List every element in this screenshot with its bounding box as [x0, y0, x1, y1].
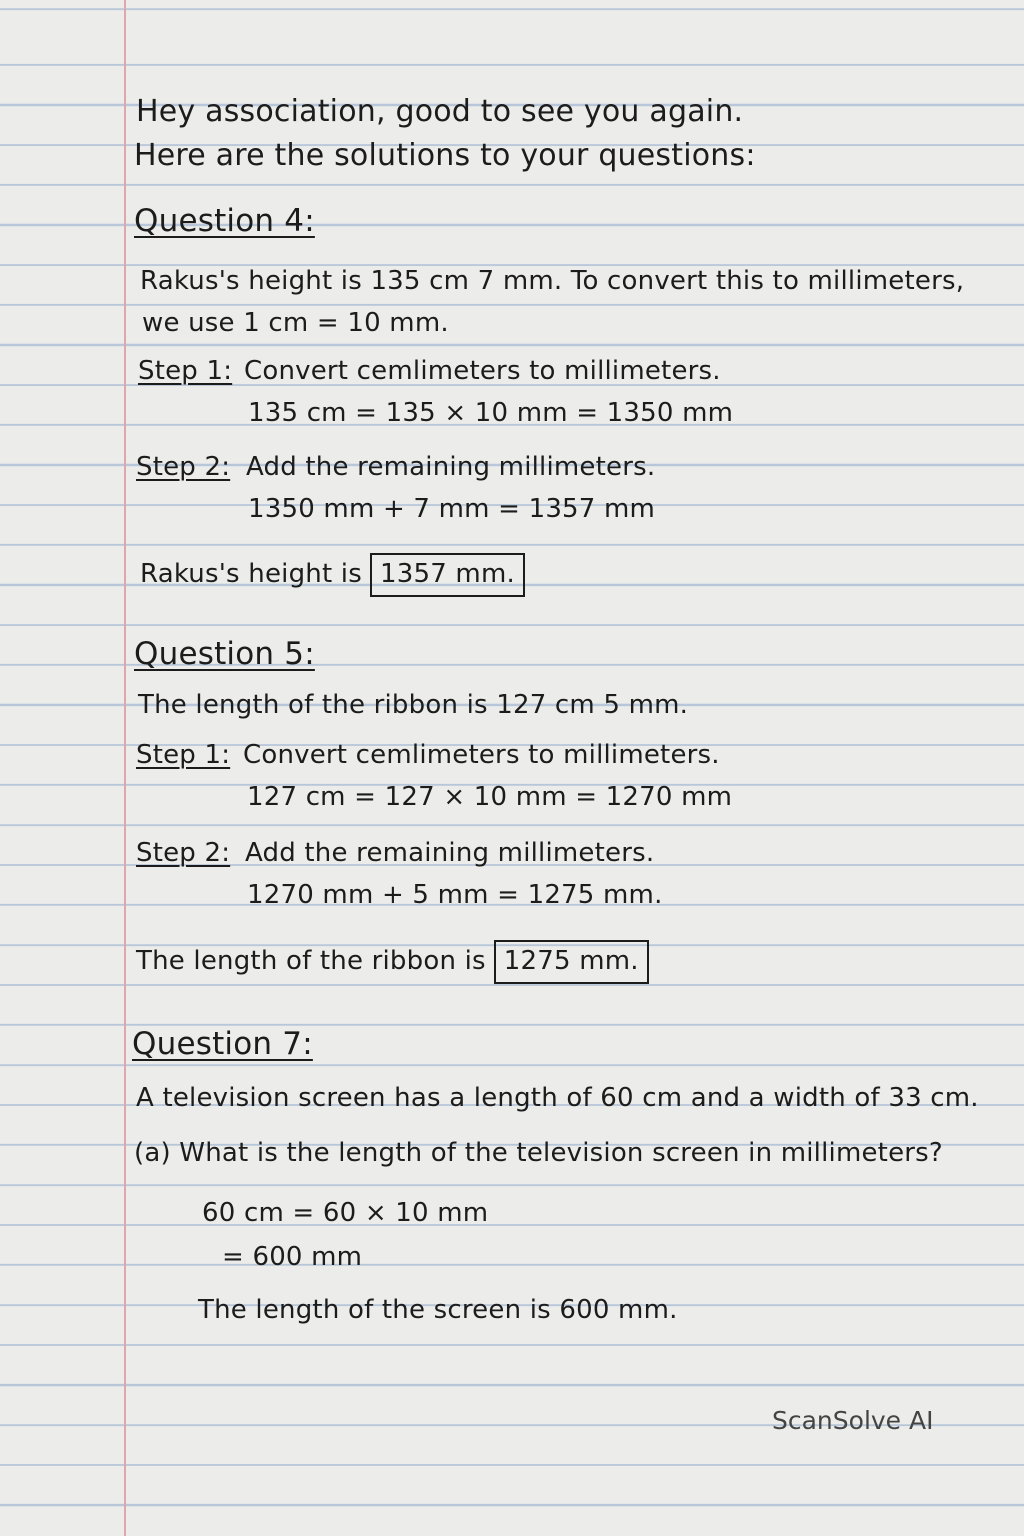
question-7-answer: The length of the screen is 600 mm.	[198, 1295, 678, 1325]
question-7-calc-2: = 600 mm	[222, 1242, 363, 1272]
question-5-step-2-text: Add the remaining millimeters.	[245, 838, 655, 868]
question-4-answer	[140, 553, 525, 597]
question-5-heading: Question 5:	[134, 636, 315, 672]
greeting-line-1: Hey association, good to see you again.	[136, 94, 744, 129]
question-4-answer-prefix: Rakus's height is	[140, 559, 362, 589]
question-4-step-2-text: Add the remaining millimeters.	[246, 452, 656, 482]
question-4-step-1-label: Step 1:	[138, 356, 233, 386]
brand-signature: ScanSolve AI	[772, 1406, 934, 1435]
greeting-line-2: Here are the solutions to your questions:	[134, 138, 756, 173]
question-5-step-1-calc: 127 cm = 127 × 10 mm = 1270 mm	[247, 782, 733, 812]
question-7-intro: A television screen has a length of 60 cm and a width of 33 cm.	[136, 1083, 979, 1113]
question-4-answer-box: 1357 mm.	[370, 553, 525, 597]
question-7-heading: Question 7:	[132, 1026, 313, 1062]
question-4-step-2-label: Step 2:	[136, 452, 231, 482]
question-4-intro-line-2: we use 1 cm = 10 mm.	[142, 308, 449, 338]
question-5-answer-prefix: The length of the ribbon is	[136, 946, 486, 976]
question-4-step-1-calc: 135 cm = 135 × 10 mm = 1350 mm	[248, 398, 734, 428]
question-5-step-1-label: Step 1:	[136, 740, 231, 770]
question-4-step-1-text: Convert cemlimeters to millimeters.	[244, 356, 721, 386]
question-7-calc-1: 60 cm = 60 × 10 mm	[202, 1198, 489, 1228]
question-7-part-a: (a) What is the length of the television screen in millimeters?	[134, 1138, 943, 1168]
question-5-answer-box: 1275 mm.	[494, 940, 649, 984]
question-4-intro-line-1: Rakus's height is 135 cm 7 mm. To convert this to millimeters,	[140, 266, 965, 296]
question-4-heading: Question 4:	[134, 203, 315, 239]
question-5-intro: The length of the ribbon is 127 cm 5 mm.	[138, 690, 689, 720]
question-5-step-2-calc: 1270 mm + 5 mm = 1275 mm.	[247, 880, 663, 910]
question-4-step-2-calc: 1350 mm + 7 mm = 1357 mm	[248, 494, 656, 524]
question-5-answer	[136, 940, 649, 984]
question-5-step-2-label: Step 2:	[136, 838, 231, 868]
margin-line	[124, 0, 126, 1536]
question-5-step-1-text: Convert cemlimeters to millimeters.	[243, 740, 720, 770]
